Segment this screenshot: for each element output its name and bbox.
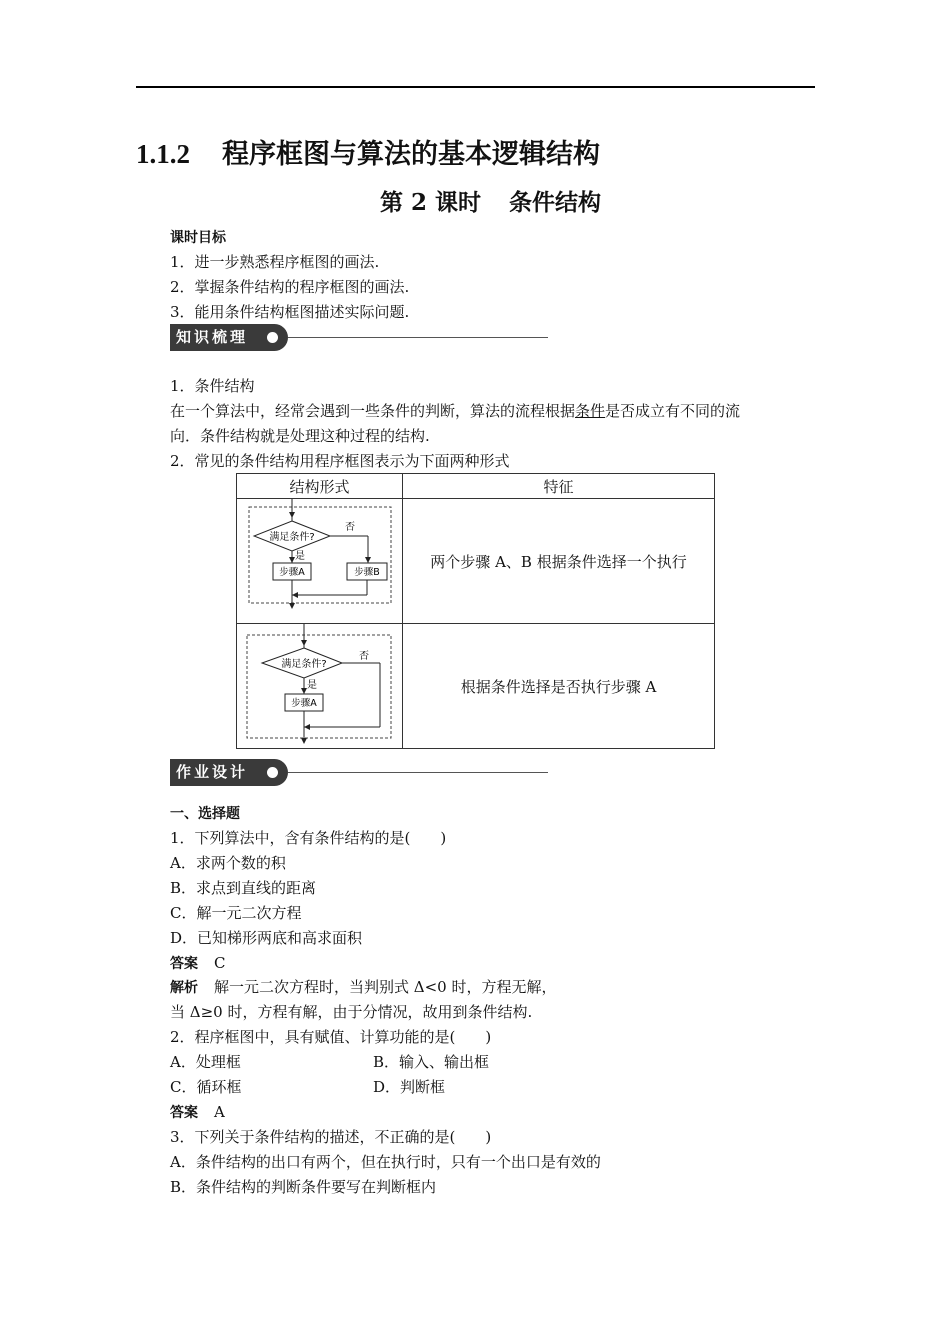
- no-label: 否: [345, 522, 355, 533]
- option: A．条件结构的出口有两个，但在执行时，只有一个出口是有效的: [170, 1153, 601, 1171]
- banner-label: 作业设计: [170, 759, 288, 786]
- option: B．条件结构的判断条件要写在判断框内: [170, 1178, 437, 1196]
- banner-label: 知识梳理: [170, 324, 288, 351]
- part-title: 一、选择题: [170, 806, 240, 822]
- table-header-feature: 特征: [403, 474, 715, 499]
- option: B．输入、输出框: [373, 1053, 490, 1071]
- bullet-icon: [267, 767, 278, 778]
- option: B．求点到直线的距离: [170, 879, 317, 897]
- knowledge-item2: 2．常见的条件结构用程序框图表示为下面两种形式: [170, 452, 510, 470]
- yes-label: 是: [307, 680, 317, 691]
- option: A．处理框: [170, 1053, 241, 1071]
- knowledge-item1-title: 1．条件结构: [170, 377, 255, 395]
- feature-cell: 根据条件选择是否执行步骤 A: [403, 624, 715, 749]
- option: C．解一元二次方程: [170, 904, 302, 922]
- table-header-form: 结构形式: [237, 474, 403, 499]
- answer: 答案 C: [170, 954, 226, 972]
- goal-item: 1．进一步熟悉程序框图的画法.: [170, 253, 380, 271]
- no-label: 否: [359, 651, 369, 662]
- option: C．循环框: [170, 1078, 242, 1096]
- section-title: 程序框图与算法的基本逻辑结构: [222, 139, 600, 170]
- step-a-label: 步骤A: [279, 567, 305, 578]
- question-stem: 3．下列关于条件结构的描述，不正确的是( ): [170, 1128, 492, 1146]
- structure-table: [236, 473, 715, 749]
- underlined-blank: 条件: [575, 402, 606, 420]
- question-stem: 2．程序框图中，具有赋值、计算功能的是( ): [170, 1028, 492, 1046]
- analysis-cont: 当 Δ≥0 时，方程有解，由于分情况，故用到条件结构.: [170, 1003, 533, 1021]
- bullet-icon: [267, 332, 278, 343]
- lesson-subtitle: [380, 184, 601, 217]
- flowchart-if: [237, 624, 403, 749]
- goal-item: 2．掌握条件结构的程序框图的画法.: [170, 278, 410, 296]
- decision-label: 满足条件?: [281, 659, 327, 670]
- table-row: [237, 624, 715, 749]
- knowledge-item1-text-cont: 向．条件结构就是处理这种过程的结构.: [170, 427, 430, 445]
- decision-label: 满足条件?: [269, 532, 315, 543]
- option: A．求两个数的积: [170, 854, 286, 872]
- banner-rule: [288, 772, 548, 773]
- flowchart-if-else: [237, 499, 403, 624]
- dashed-boundary: [249, 507, 391, 603]
- lesson-topic: 条件结构: [509, 189, 602, 216]
- yes-label: 是: [295, 551, 305, 562]
- option: D．已知梯形两底和高求面积: [170, 929, 363, 947]
- option: D．判断框: [373, 1078, 446, 1096]
- goals-label: 课时目标: [170, 230, 226, 246]
- step-a-label: 步骤A: [291, 698, 317, 709]
- page-title: [136, 132, 600, 171]
- banner-rule: [288, 337, 548, 338]
- analysis: 解析 解一元二次方程时，当判别式 Δ<0 时，方程无解，: [170, 978, 557, 996]
- step-b-label: 步骤B: [354, 567, 380, 578]
- lesson-number: 第 2 课时: [380, 189, 482, 216]
- dashed-boundary: [247, 635, 391, 738]
- top-rule: [136, 86, 815, 88]
- feature-cell: 两个步骤 A、B 根据条件选择一个执行: [403, 499, 715, 624]
- question-stem: 1．下列算法中，含有条件结构的是( ): [170, 829, 447, 847]
- section-number: 1.1.2: [136, 139, 190, 169]
- table-row: [237, 499, 715, 624]
- knowledge-item1-text: 在一个算法中，经常会遇到一些条件的判断，算法的流程根据条件是否成立有不同的流: [170, 402, 741, 420]
- answer: 答案 A: [170, 1103, 225, 1121]
- goal-item: 3．能用条件结构框图描述实际问题.: [170, 303, 410, 321]
